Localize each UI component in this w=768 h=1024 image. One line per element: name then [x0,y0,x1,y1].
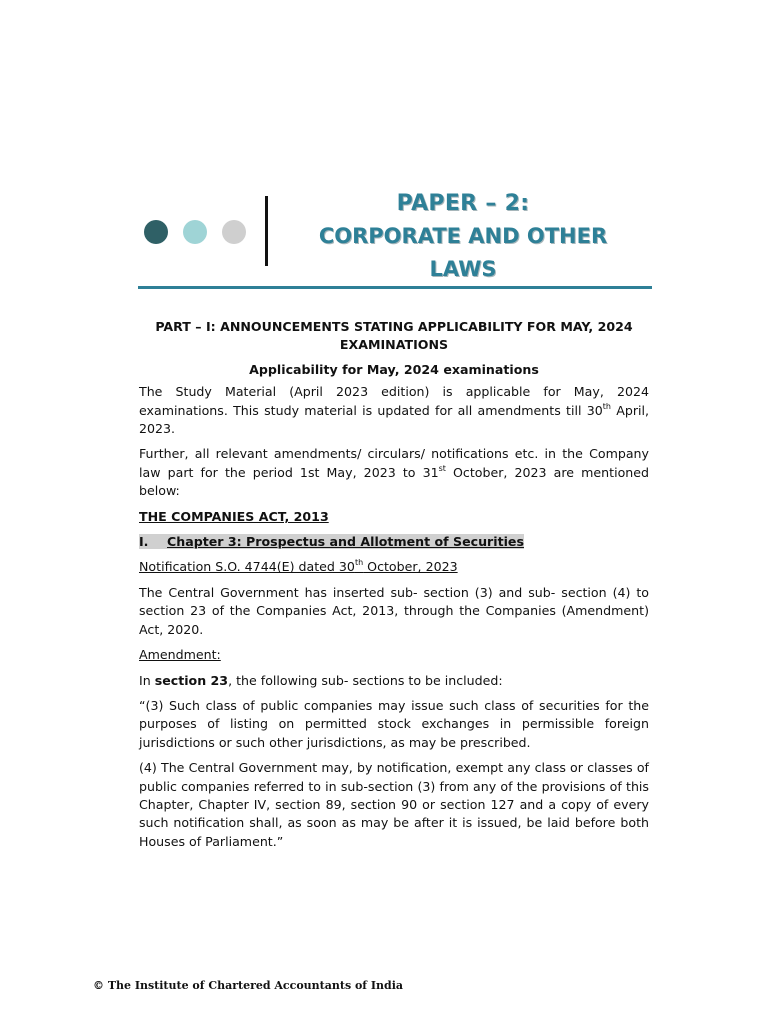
paragraph-central-government: The Central Government has inserted sub- section (3) and sub- section (4) to section 23 of the Companies Act, 2013, through the Companies (Amendment) Act, 2020. [139,584,649,637]
section-intro-text: In [139,672,155,688]
header-rule [138,286,652,289]
dot-dark-teal [144,220,168,244]
paper-title-line-1: PAPER – 2: [396,191,530,216]
notification-text: Notification S.O. 4744(E) dated 30 [139,559,355,575]
section-intro-text: , the following sub- sections to be included: [228,672,503,688]
notification-text: October, 2023 [363,559,458,575]
dot-grey [222,220,246,244]
document-body [139,318,649,858]
paragraph-amendments-period [139,445,649,500]
part-heading: PART – I: ANNOUNCEMENTS STATING APPLICABILITY FOR MAY, 2024 EXAMINATIONS [155,319,633,353]
notification-line [139,558,649,576]
paragraph-text: October, 2023 are mentioned below: [139,464,649,499]
paragraph-text: April, 2023. [139,402,649,437]
paragraph-study-material [139,383,649,438]
chapter-number: I. [139,534,149,550]
superscript: th [354,558,364,568]
superscript: st [438,463,446,473]
paragraph-text: The Study Material (April 2023 edition) is applicable for May, 2024 examinations. This study material is updated for all amendments till 30 [139,384,649,418]
dot-light-teal [183,220,207,244]
chapter-heading-highlight [139,534,524,549]
footer-copyright: © The Institute of Chartered Accountants of India [93,979,404,992]
header-vertical-divider [265,196,268,266]
paper-header [138,180,652,290]
paper-title [278,188,648,285]
superscript: th [602,401,611,411]
chapter-title: Chapter 3: Prospectus and Allotment of Securities [167,534,524,550]
chapter-heading [139,533,649,551]
paragraph-text: Further, all relevant amendments/ circulars/ notifications etc. in the Company law part for the period 1st May, 2023 to 31 [139,446,649,480]
section-reference: section 23 [154,672,229,688]
amendment-label: Amendment: [139,647,221,663]
paper-title-line-2: CORPORATE AND OTHER [318,224,608,248]
section-intro [139,672,649,690]
paper-title-line-3: LAWS [429,257,497,281]
quoted-subsection-4: (4) The Central Government may, by notification, exempt any class or classes of public companies referred to in sub-section (3) from any of the provisions of this Chapter, Chapter IV, section 89, section 90 or section 127 and a copy of every such notification shall, as soon as may be after it is issued, be laid before both Houses of Parliament.” [139,760,649,849]
applicability-heading: Applicability for May, 2024 examinations [249,361,539,377]
act-heading: THE COMPANIES ACT, 2013 [139,508,329,524]
quoted-subsection-3: “(3) Such class of public companies may issue such class of securities for the purposes of listing on permitted stock exchanges in permissible foreign jurisdictions or such other jurisdictions, as may be prescribed. [139,697,649,750]
